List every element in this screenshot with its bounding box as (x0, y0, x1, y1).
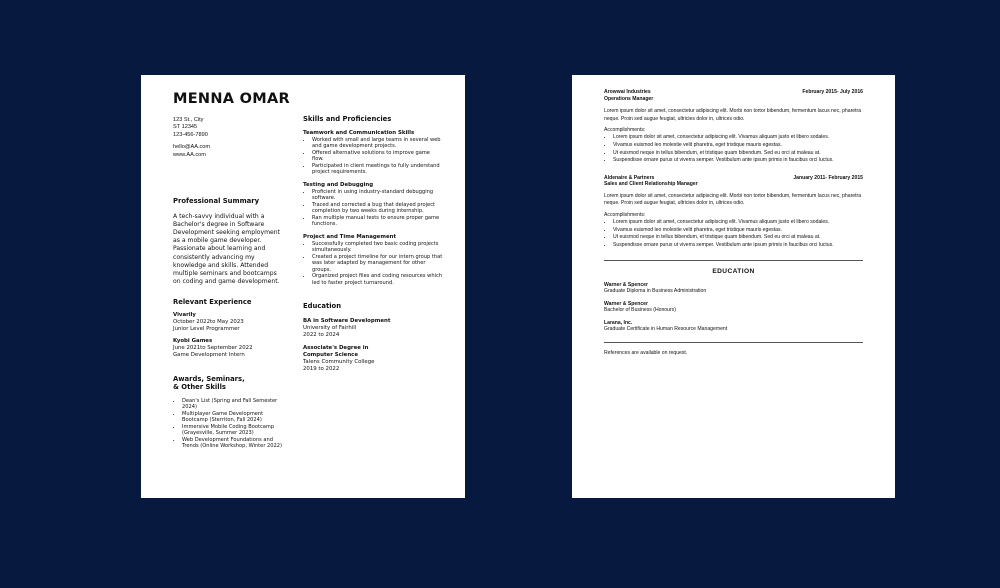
education-program: Bachelor of Business (Honours) (604, 307, 676, 314)
awards-heading-line-1: Awards, Seminars, (173, 374, 245, 383)
skill-item: • Offered alternative solutions to improve game flow. (312, 150, 443, 163)
awards-section (173, 375, 283, 450)
experience-dates: October 2022to May 2023 (173, 318, 244, 325)
job-title: Operations Manager (604, 95, 654, 102)
job-description: Lorem ipsum dolor sit amet, consectetur adipiscing elit. Morbi non tortor bibendum, fermentum lacus nec, pharetra neque. Proin sed augue feugiat, ultricies dolor in, ultrices odio. (604, 192, 862, 207)
skill-list (303, 189, 443, 228)
award-item: • Multiplayer Game Development Bootcamp (Sterriton, Fall 2024) (182, 411, 283, 424)
skill-item: • Organized project files and coding resources which led to faster project turnaround. (312, 273, 443, 286)
summary-text: A tech-savvy individual with a Bachelor's degree in Software Development seeking employment as a mobile game developer. Passionate about learning and consistently advancing my knowledge and skills. Attended multiple seminars and bootcamps on coding and game development. (173, 212, 281, 286)
left-column (173, 91, 291, 450)
skill-group (303, 130, 443, 176)
accomplishments-label: Accomplishments: (604, 211, 646, 218)
references-note: References are available on request. (604, 349, 688, 356)
summary-heading: Professional Summary (173, 197, 260, 206)
education-school: University of Fairhill (303, 324, 357, 331)
phone: 123-456-7890 (173, 131, 208, 138)
accomplishment-item: • Suspendisse ornare purus ut viverra semper. Vestibulum ante ipsum primis in faucibus orci luctus. (613, 242, 863, 250)
address-line-1: 123 St., City (173, 117, 204, 123)
experience-dates: June 2021to September 2022 (173, 344, 253, 351)
education-section (303, 302, 443, 373)
education-degree: BA in Software Development (303, 317, 391, 324)
education-item (604, 301, 863, 315)
right-column (303, 115, 443, 373)
education-item (604, 282, 863, 296)
award-item: • Web Development Foundations and Trends (Online Workshop, Winter 2022) (182, 437, 283, 450)
summary-section (173, 197, 283, 286)
accomplishment-item: • Vivamus euismod leo molestie velit pharetra, eget tristique mauris egestas. (613, 142, 863, 150)
job-dates: February 2015- July 2016 (802, 89, 863, 95)
skill-item: • Created a project timeline for our intern group that was later adapted by management for other groups. (312, 254, 443, 274)
accomplishment-item: • Lorem ipsum dolor sit amet, consectetur adipiscing elit. Vivamus aliquam justo et libero sodales. (613, 219, 863, 227)
education-item (303, 344, 375, 373)
award-item: • Immersive Mobile Coding Bootcamp (Grayesville, Summer 2023) (182, 424, 283, 437)
page-2-content (604, 89, 863, 357)
job-company: Arowwai Industries (604, 89, 651, 95)
skill-group-title: Testing and Debugging (303, 181, 374, 188)
award-item: • Dean's List (Spring and Fall Semester 2024) (182, 398, 283, 411)
accomplishment-item: • Ut euismod neque in tellus bibendum, et tristique quam bibendum. Sed eu orci at maleau at. (613, 234, 863, 242)
accomplishment-item: • Suspendisse ornare purus ut viverra semper. Vestibulum ante ipsum primis in faucibus orci luctus. (613, 157, 863, 165)
job-dates: January 2011- February 2015 (793, 174, 863, 181)
education-item (303, 318, 443, 339)
education-school: Talens Community College (303, 358, 375, 365)
awards-list (173, 398, 283, 450)
job-entry (604, 175, 863, 250)
job-description: Lorem ipsum dolor sit amet, consectetur adipiscing elit. Morbi non tortor bibendum, fermentum lacus nec, pharetra neque. Proin sed augue feugiat, ultricies dolor in, ultrices odio. (604, 108, 862, 122)
resume-page-2 (572, 75, 895, 498)
education-dates: 2019 to 2022 (303, 365, 340, 372)
resume-page-1 (141, 75, 465, 498)
skill-item: • Worked with small and large teams in several web and game development projects. (312, 137, 443, 150)
applicant-name: MENNA OMAR (173, 91, 291, 107)
accomplishment-item: • Ut euismod neque in tellus bibendum, et tristique quam bibendum. Sed eu orci at maleau at. (613, 150, 863, 158)
experience-item (173, 338, 283, 359)
skill-group-title: Project and Time Management (303, 233, 397, 240)
skill-list (303, 241, 443, 287)
education-school: Warner & Spencer (604, 281, 648, 288)
skill-item: • Proficient in using industry-standard debugging software. (312, 189, 443, 202)
education-school: Larana, Inc. (604, 319, 633, 326)
education-dates: 2022 to 2024 (303, 331, 340, 338)
accomplishment-item: • Vivamus euismod leo molestie velit pharetra, eget tristique mauris egestas. (613, 227, 863, 235)
awards-heading-line-2: & Other Skills (173, 383, 226, 392)
job-title: Sales and Client Relationship Manager (604, 181, 698, 188)
education-program: Graduate Certificate in Human Resource Management (604, 326, 728, 333)
experience-heading: Relevant Experience (173, 298, 252, 307)
skills-heading: Skills and Proficiencies (303, 115, 392, 123)
skill-item: • Ran multiple manual tests to ensure proper game functions. (312, 215, 443, 228)
experience-item (173, 312, 283, 333)
education-item (604, 320, 863, 334)
education-degree: Associate's Degree in Computer Science (303, 344, 369, 358)
education-school: Warner & Spencer (604, 300, 648, 307)
email: hello@AA.com (173, 144, 211, 151)
experience-role: Game Development Intern (173, 351, 245, 358)
accomplishments-label: Accomplishments: (604, 127, 646, 133)
accomplishment-item: • Lorem ipsum dolor sit amet, consectetur adipiscing elit. Vivamus aliquam justo et libero sodales. (613, 134, 863, 142)
education-section (604, 268, 863, 334)
skill-item: • Participated in client meetings to fully understand project requirements. (312, 163, 443, 176)
skill-list (303, 137, 443, 176)
address-line-2: ST 12345 (173, 124, 198, 131)
job-entry (604, 89, 863, 165)
experience-company: Vivarily (173, 311, 196, 318)
skill-item: • Successfully completed two basic coding projects simultaneously. (312, 241, 443, 254)
education-heading: Education (303, 302, 342, 310)
experience-company: Kyobi Games (173, 337, 213, 344)
experience-section (173, 298, 283, 359)
job-company: Aldenaire & Partners (604, 174, 655, 181)
accomplishments-list (604, 134, 863, 164)
website: www.AA.com (173, 151, 206, 158)
skill-group-title: Teamwork and Communication Skills (303, 129, 415, 136)
education-heading: EDUCATION (712, 267, 755, 275)
education-program: Graduate Diploma in Business Administration (604, 288, 707, 295)
accomplishments-list (604, 219, 863, 249)
skill-group (303, 234, 443, 287)
skill-group (303, 182, 443, 228)
experience-role: Junior Level Programmer (173, 325, 240, 332)
skill-item: • Traced and corrected a bug that delayed project completion by two weeks during internship. (312, 202, 443, 215)
contact-block (173, 117, 283, 159)
